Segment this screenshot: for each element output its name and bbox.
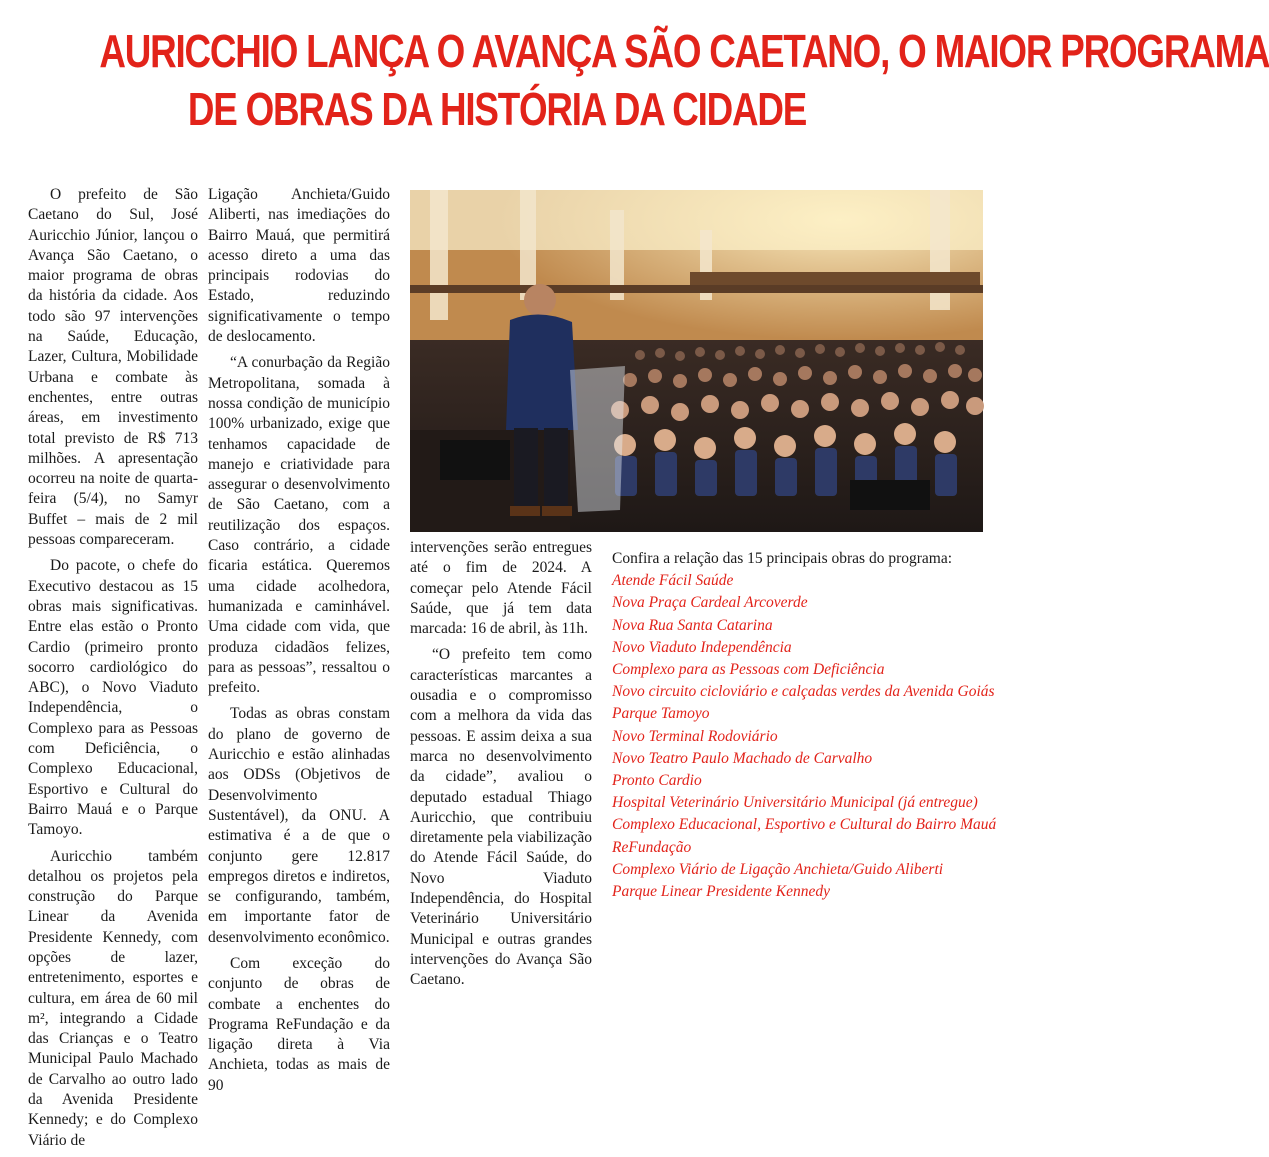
paragraph: intervenções serão entregues até o fim de 2024. A começar pelo Atende Fácil Saúde, que já tem data marcada: 16 de abril, às 11h.	[410, 539, 592, 638]
list-item: Nova Rua Santa Catarina	[612, 616, 773, 634]
list-item: Parque Tamoyo	[612, 705, 710, 723]
works-list-items	[612, 570, 997, 903]
article-column-1	[28, 185, 198, 1157]
article-column-2	[208, 185, 390, 1102]
event-photo-illustration	[410, 190, 983, 532]
list-item: Novo Terminal Rodoviário	[612, 727, 778, 745]
paragraph: Todas as obras constam do plano de governo de Auricchio e estão alinhadas aos ODSs (Objetivos de Desenvolvimento Sustentável), da ONU. A estimativa é a de que o conjunto gere 12.817 empregos diretos e indiretos, se configurando, também, em importante fator de desenvolvimento econômico.	[208, 705, 390, 946]
paragraph: Do pacote, o chefe do Executivo destacou as 15 obras mais significativas. Entre elas estão o Pronto Cardio (primeiro pronto socorro cardiológico do ABC), o Novo Viaduto Independência, o Complexo para as Pessoas com Deficiência, o Complexo Educacional, Esportivo e Cultural do Bairro Mauá e o Parque Tamoyo.	[28, 557, 198, 839]
list-item: Complexo para as Pessoas com Deficiência	[612, 661, 885, 679]
works-list-intro: Confira a relação das 15 principais obras do programa:	[612, 550, 953, 567]
headline-line-1: AURICCHIO LANÇA O AVANÇA SÃO CAETANO, O MAIOR PROGRAMA	[99, 25, 1269, 77]
works-list	[612, 548, 997, 903]
paragraph: “A conurbação da Região Metropolitana, somada à nossa condição de município 100% urbanizado, exige que tenhamos capacidade de manejo e criatividade para assegurar o desenvolvimento de São Caetano, com a reutilização dos espaços. Caso contrário, a cidade ficaria estática. Queremos uma cidade acolhedora, humanizada e caminhável. Uma cidade com vida, que produza cidadãos felizes, para as pessoas”, ressaltou o prefeito.	[208, 354, 390, 697]
paragraph: Com exceção do conjunto de obras de combate a enchentes do Programa ReFundação e da ligação direta à Via Anchieta, todas as mais de 90	[208, 954, 390, 1094]
list-item: Hospital Veterinário Universitário Municipal (já entregue)	[612, 794, 978, 812]
list-item: Novo Teatro Paulo Machado de Carvalho	[612, 749, 873, 767]
event-photo	[410, 190, 983, 532]
paragraph: “O prefeito tem como características marcantes a ousadia e o compromisso com a melhora da vida das pessoas. E assim deixa a sua marca no desenvolvimento da cidade”, avaliou o deputado estadual Thiago Auricchio, que contribuiu diretamente pela viabilização do Atende Fácil Saúde, do Novo Viaduto Independência, do Hospital Veterinário Universitário Municipal e outras grandes intervenções do Avança São Caetano.	[410, 646, 592, 989]
paragraph: O prefeito de São Caetano do Sul, José Auricchio Júnior, lançou o Avança São Caetano, o maior programa de obras da história da cidade. Aos todo são 97 intervenções na Saúde, Educação, Lazer, Cultura, Mobilidade Urbana e combate às enchentes, entre outras áreas, em investimento total previsto de R$ 713 milhões. A apresentação ocorreu na noite de quarta-feira (5/4), no Samyr Buffet – mais de 2 mil pessoas compareceram.	[28, 186, 198, 549]
paragraph: Auricchio também detalhou os projetos pela construção do Parque Linear da Avenida Presidente Kennedy, com opções de lazer, entretenimento, esportes e cultura, em área de 60 mil m², integrando a Cidade das Crianças e o Teatro Municipal Paulo Machado de Carvalho ao outro lado da Avenida Presidente Kennedy; e do Complexo Viário de	[28, 847, 198, 1149]
list-item: Pronto Cardio	[612, 772, 702, 790]
list-item: ReFundação	[612, 838, 692, 856]
headline	[99, 22, 1269, 138]
headline-line-2: DE OBRAS DA HISTÓRIA DA CIDADE	[187, 83, 807, 135]
list-item: Novo Viaduto Independência	[612, 638, 792, 656]
list-item: Complexo Educacional, Esportivo e Cultural do Bairro Mauá	[612, 816, 997, 834]
list-item: Atende Fácil Saúde	[612, 572, 734, 590]
list-item: Novo circuito cicloviário e calçadas verdes da Avenida Goiás	[612, 683, 995, 701]
list-item: Nova Praça Cardeal Arcoverde	[612, 594, 808, 612]
paragraph: Ligação Anchieta/Guido Aliberti, nas imediações do Bairro Mauá, que permitirá acesso direto a uma das principais rodovias do Estado, reduzindo significativamente o tempo de deslocamento.	[208, 186, 390, 346]
article-column-3	[410, 538, 592, 997]
list-item: Parque Linear Presidente Kennedy	[612, 883, 830, 901]
list-item: Complexo Viário de Ligação Anchieta/Guido Aliberti	[612, 860, 944, 878]
